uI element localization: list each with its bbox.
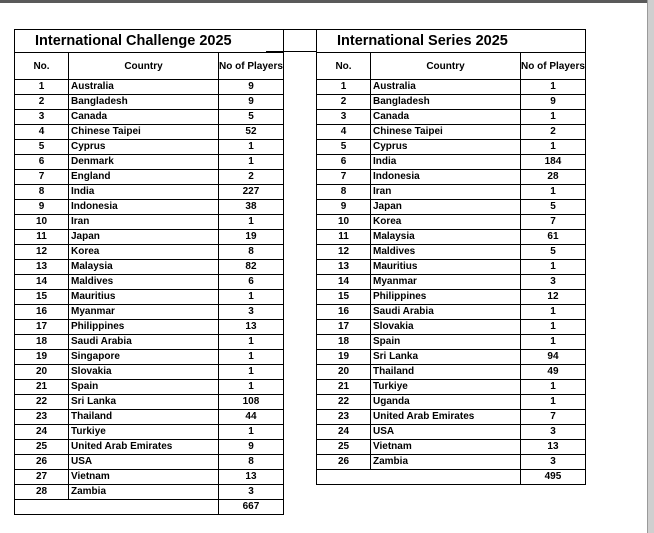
series-row-players: 7	[521, 215, 586, 230]
series-row-country: Philippines	[371, 290, 521, 305]
series-row-country: USA	[371, 425, 521, 440]
series-table-row	[317, 215, 586, 230]
challenge-table-row	[15, 125, 284, 140]
series-table-row	[317, 455, 586, 470]
challenge-table-row	[15, 200, 284, 215]
challenge-row-country: Chinese Taipei	[69, 125, 219, 140]
challenge-row-players: 2	[219, 170, 284, 185]
challenge-table-row	[15, 230, 284, 245]
challenge-row-number: 11	[15, 230, 69, 245]
challenge-row-country: Korea	[69, 245, 219, 260]
challenge-row-number: 20	[15, 365, 69, 380]
series-row-number: 3	[317, 110, 371, 125]
series-row-country: Myanmar	[371, 275, 521, 290]
challenge-header-players: No of Players	[219, 53, 284, 80]
series-row-players: 1	[521, 140, 586, 155]
series-row-players: 5	[521, 245, 586, 260]
challenge-row-country: Vietnam	[69, 470, 219, 485]
series-table-row	[317, 125, 586, 140]
challenge-row-number: 23	[15, 410, 69, 425]
series-row-country: Canada	[371, 110, 521, 125]
series-table-row	[317, 185, 586, 200]
series-table-row	[317, 170, 586, 185]
series-table-row	[317, 335, 586, 350]
series-table-row	[317, 365, 586, 380]
series-row-players: 3	[521, 425, 586, 440]
challenge-row-number: 28	[15, 485, 69, 500]
series-total-players: 495	[521, 470, 586, 485]
challenge-row-number: 12	[15, 245, 69, 260]
challenge-row-players: 8	[219, 245, 284, 260]
challenge-row-country: Maldives	[69, 275, 219, 290]
challenge-row-country: England	[69, 170, 219, 185]
series-row-players: 5	[521, 200, 586, 215]
challenge-table-row	[15, 470, 284, 485]
challenge-row-number: 14	[15, 275, 69, 290]
challenge-row-number: 5	[15, 140, 69, 155]
challenge-row-players: 6	[219, 275, 284, 290]
challenge-row-players: 1	[219, 380, 284, 395]
series-row-number: 26	[317, 455, 371, 470]
challenge-row-players: 13	[219, 470, 284, 485]
series-row-country: Australia	[371, 80, 521, 95]
series-row-players: 1	[521, 320, 586, 335]
challenge-row-country: USA	[69, 455, 219, 470]
series-row-players: 3	[521, 455, 586, 470]
challenge-row-country: United Arab Emirates	[69, 440, 219, 455]
series-row-players: 9	[521, 95, 586, 110]
series-table-row	[317, 260, 586, 275]
challenge-row-number: 16	[15, 305, 69, 320]
series-row-players: 1	[521, 335, 586, 350]
series-row-country: Mauritius	[371, 260, 521, 275]
challenge-row-players: 9	[219, 80, 284, 95]
challenge-row-country: Sri Lanka	[69, 395, 219, 410]
series-row-players: 1	[521, 395, 586, 410]
series-row-players: 49	[521, 365, 586, 380]
challenge-table-row	[15, 290, 284, 305]
series-row-players: 1	[521, 260, 586, 275]
series-row-country: Turkiye	[371, 380, 521, 395]
challenge-row-players: 108	[219, 395, 284, 410]
challenge-row-players: 3	[219, 485, 284, 500]
challenge-row-country: Zambia	[69, 485, 219, 500]
challenge-row-number: 24	[15, 425, 69, 440]
challenge-row-players: 52	[219, 125, 284, 140]
challenge-row-players: 9	[219, 440, 284, 455]
window-top-edge	[0, 0, 654, 3]
challenge-row-players: 227	[219, 185, 284, 200]
challenge-row-number: 21	[15, 380, 69, 395]
series-row-country: Bangladesh	[371, 95, 521, 110]
challenge-row-players: 38	[219, 200, 284, 215]
series-row-number: 22	[317, 395, 371, 410]
challenge-table-row	[15, 320, 284, 335]
challenge-table-row	[15, 80, 284, 95]
series-row-players: 94	[521, 350, 586, 365]
challenge-row-number: 19	[15, 350, 69, 365]
challenge-table-row	[15, 140, 284, 155]
challenge-row-country: Mauritius	[69, 290, 219, 305]
challenge-row-players: 13	[219, 320, 284, 335]
challenge-row-country: Canada	[69, 110, 219, 125]
challenge-table-row	[15, 335, 284, 350]
series-table-row	[317, 350, 586, 365]
series-table-row	[317, 140, 586, 155]
challenge-table-row	[15, 395, 284, 410]
challenge-row-country: Spain	[69, 380, 219, 395]
challenge-row-number: 9	[15, 200, 69, 215]
challenge-row-number: 10	[15, 215, 69, 230]
series-table-row	[317, 200, 586, 215]
series-row-players: 2	[521, 125, 586, 140]
series-row-number: 6	[317, 155, 371, 170]
series-row-players: 28	[521, 170, 586, 185]
series-table-row	[317, 305, 586, 320]
series-table-title: International Series 2025	[317, 30, 586, 53]
series-total-row	[317, 470, 586, 485]
challenge-table-row	[15, 380, 284, 395]
challenge-row-number: 3	[15, 110, 69, 125]
challenge-total-row	[15, 500, 284, 515]
challenge-row-players: 1	[219, 155, 284, 170]
challenge-table-row	[15, 365, 284, 380]
series-row-number: 14	[317, 275, 371, 290]
series-row-number: 20	[317, 365, 371, 380]
challenge-row-country: India	[69, 185, 219, 200]
series-row-number: 4	[317, 125, 371, 140]
challenge-row-players: 44	[219, 410, 284, 425]
series-row-country: Malaysia	[371, 230, 521, 245]
series-row-number: 16	[317, 305, 371, 320]
challenge-row-country: Myanmar	[69, 305, 219, 320]
challenge-row-players: 1	[219, 140, 284, 155]
challenge-row-number: 26	[15, 455, 69, 470]
series-row-number: 9	[317, 200, 371, 215]
challenge-row-number: 4	[15, 125, 69, 140]
series-row-number: 1	[317, 80, 371, 95]
series-table-row	[317, 440, 586, 455]
series-row-number: 19	[317, 350, 371, 365]
series-table-row	[317, 410, 586, 425]
series-table-row	[317, 290, 586, 305]
series-row-country: Indonesia	[371, 170, 521, 185]
challenge-table-row	[15, 305, 284, 320]
challenge-row-players: 19	[219, 230, 284, 245]
series-row-country: Saudi Arabia	[371, 305, 521, 320]
series-row-number: 15	[317, 290, 371, 305]
challenge-row-players: 3	[219, 305, 284, 320]
challenge-table-row	[15, 275, 284, 290]
challenge-row-country: Iran	[69, 215, 219, 230]
series-row-players: 1	[521, 110, 586, 125]
challenge-table-row	[15, 95, 284, 110]
series-row-number: 25	[317, 440, 371, 455]
series-row-players: 1	[521, 80, 586, 95]
series-table-row	[317, 110, 586, 125]
challenge-row-players: 1	[219, 215, 284, 230]
challenge-row-country: Saudi Arabia	[69, 335, 219, 350]
series-header-country: Country	[371, 53, 521, 80]
series-row-number: 21	[317, 380, 371, 395]
series-row-number: 12	[317, 245, 371, 260]
series-row-number: 10	[317, 215, 371, 230]
challenge-row-number: 7	[15, 170, 69, 185]
challenge-table-row	[15, 245, 284, 260]
challenge-row-country: Turkiye	[69, 425, 219, 440]
challenge-table-row	[15, 455, 284, 470]
challenge-table-row	[15, 350, 284, 365]
vertical-scrollbar[interactable]	[648, 0, 654, 533]
series-row-country: Japan	[371, 200, 521, 215]
series-total-blank	[317, 470, 521, 485]
series-table-row	[317, 155, 586, 170]
series-row-players: 13	[521, 440, 586, 455]
challenge-header-no: No.	[15, 53, 69, 80]
series-row-country: Maldives	[371, 245, 521, 260]
series-row-number: 8	[317, 185, 371, 200]
series-row-number: 7	[317, 170, 371, 185]
series-row-country: Slovakia	[371, 320, 521, 335]
series-row-players: 3	[521, 275, 586, 290]
series-row-number: 17	[317, 320, 371, 335]
series-row-country: Iran	[371, 185, 521, 200]
challenge-table-row	[15, 170, 284, 185]
challenge-row-players: 9	[219, 95, 284, 110]
challenge-row-players: 82	[219, 260, 284, 275]
challenge-row-number: 15	[15, 290, 69, 305]
series-table-row	[317, 275, 586, 290]
challenge-row-players: 5	[219, 110, 284, 125]
series-row-country: Korea	[371, 215, 521, 230]
series-row-players: 184	[521, 155, 586, 170]
series-table-row	[317, 425, 586, 440]
challenge-row-country: Singapore	[69, 350, 219, 365]
challenge-row-number: 25	[15, 440, 69, 455]
series-row-players: 1	[521, 380, 586, 395]
challenge-table-row	[15, 260, 284, 275]
series-table-row	[317, 95, 586, 110]
series-table-row	[317, 395, 586, 410]
challenge-row-number: 17	[15, 320, 69, 335]
challenge-row-number: 1	[15, 80, 69, 95]
series-row-players: 12	[521, 290, 586, 305]
series-row-number: 24	[317, 425, 371, 440]
series-header-no: No.	[317, 53, 371, 80]
challenge-table-row	[15, 425, 284, 440]
challenge-table-row	[15, 155, 284, 170]
challenge-row-players: 1	[219, 425, 284, 440]
challenge-row-country: Australia	[69, 80, 219, 95]
challenge-table-row	[15, 215, 284, 230]
challenge-total-blank	[15, 500, 219, 515]
series-row-country: Chinese Taipei	[371, 125, 521, 140]
challenge-row-players: 8	[219, 455, 284, 470]
series-row-number: 13	[317, 260, 371, 275]
series-row-country: Cyprus	[371, 140, 521, 155]
challenge-row-country: Cyprus	[69, 140, 219, 155]
series-row-country: United Arab Emirates	[371, 410, 521, 425]
series-row-players: 1	[521, 305, 586, 320]
series-table-row	[317, 230, 586, 245]
challenge-row-number: 22	[15, 395, 69, 410]
series-table-row	[317, 80, 586, 95]
series-table-row	[317, 320, 586, 335]
challenge-row-players: 1	[219, 290, 284, 305]
challenge-row-country: Indonesia	[69, 200, 219, 215]
challenge-row-country: Denmark	[69, 155, 219, 170]
series-table-row	[317, 380, 586, 395]
challenge-row-number: 13	[15, 260, 69, 275]
challenge-row-country: Thailand	[69, 410, 219, 425]
challenge-total-players: 667	[219, 500, 284, 515]
challenge-table-title: International Challenge 2025	[15, 30, 284, 53]
challenge-table-row	[15, 185, 284, 200]
series-row-country: Zambia	[371, 455, 521, 470]
challenge-table-row	[15, 440, 284, 455]
challenge-row-country: Philippines	[69, 320, 219, 335]
series-table-row	[317, 245, 586, 260]
series-row-country: India	[371, 155, 521, 170]
series-row-country: Vietnam	[371, 440, 521, 455]
challenge-row-players: 1	[219, 350, 284, 365]
challenge-table-row	[15, 485, 284, 500]
challenge-row-number: 8	[15, 185, 69, 200]
challenge-table-row	[15, 110, 284, 125]
series-row-country: Thailand	[371, 365, 521, 380]
series-row-number: 18	[317, 335, 371, 350]
challenge-row-number: 6	[15, 155, 69, 170]
series-header-players: No of Players	[521, 53, 586, 80]
challenge-row-number: 18	[15, 335, 69, 350]
series-row-country: Spain	[371, 335, 521, 350]
challenge-row-country: Japan	[69, 230, 219, 245]
challenge-row-players: 1	[219, 365, 284, 380]
international-challenge-table	[14, 29, 284, 515]
series-row-players: 1	[521, 185, 586, 200]
challenge-row-country: Malaysia	[69, 260, 219, 275]
challenge-row-players: 1	[219, 335, 284, 350]
series-row-number: 2	[317, 95, 371, 110]
series-row-players: 61	[521, 230, 586, 245]
series-row-number: 23	[317, 410, 371, 425]
international-series-table	[316, 29, 586, 485]
series-row-number: 5	[317, 140, 371, 155]
challenge-row-country: Bangladesh	[69, 95, 219, 110]
challenge-header-country: Country	[69, 53, 219, 80]
series-row-country: Sri Lanka	[371, 350, 521, 365]
series-row-country: Uganda	[371, 395, 521, 410]
challenge-row-number: 2	[15, 95, 69, 110]
series-row-number: 11	[317, 230, 371, 245]
challenge-row-country: Slovakia	[69, 365, 219, 380]
challenge-table-row	[15, 410, 284, 425]
series-row-players: 7	[521, 410, 586, 425]
challenge-row-number: 27	[15, 470, 69, 485]
